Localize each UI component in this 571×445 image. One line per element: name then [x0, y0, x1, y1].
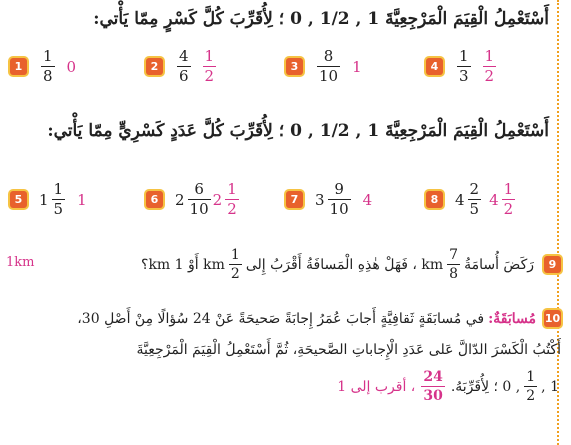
exercise-number-badge: 3: [286, 58, 303, 75]
exercise-4: [426, 49, 498, 84]
answer-fraction: $\frac{24}{30}$: [423, 369, 443, 404]
answer: 1: [77, 190, 87, 209]
exercise-7: 7 3 $\frac{9}{10}$ 4: [286, 182, 372, 217]
question-title: مُسابَقَةٌ:: [488, 310, 536, 327]
exercise-3: [286, 49, 362, 84]
fraction: $\frac{6}{10}$: [189, 180, 209, 218]
answer: ، أقرب إلى 1: [337, 378, 416, 395]
exercise-number-badge: 6: [146, 191, 163, 208]
question-9-answer: 1km: [6, 255, 35, 270]
exercise-number-badge: 1: [10, 58, 27, 75]
exercise-1: [10, 49, 76, 84]
exercise-6: 6 2 $\frac{6}{10}$ 2 $\frac{1}{2}$: [146, 182, 241, 217]
exercise-2: [146, 49, 218, 84]
answer: 0: [66, 57, 77, 76]
exercise-number-badge: 10: [544, 312, 561, 325]
question-9: 9 رَكَضَ أُسامَةُ $\frac{7}{8}$ km ، فَهَلْ هٰذِهِ الْمَسافَةُ أَقْرَبُ إِلى $\frac{1}{2}$ km أَوْ 1 km؟: [141, 248, 561, 281]
answer: $\frac{1}{2}$: [503, 180, 514, 218]
exercise-8: 8 4 $\frac{2}{5}$ 4 $\frac{1}{2}$: [426, 182, 517, 217]
answer: $\frac{1}{2}$: [204, 47, 215, 85]
fraction: $\frac{1}{2}$: [526, 369, 536, 404]
exercise-number-badge: 4: [426, 58, 443, 75]
exercise-number-badge: 7: [286, 191, 303, 208]
section2-instruction: أَسْتَعْمِلُ الْقِيَمَ الْمَرْجِعِيَّةَ 1 , 1/2 , 0 ؛ لِأُقَرِّبَ كُلَّ عَدَدٍ كَسْرِيٍّ مِمّا يَأْتي:: [47, 121, 549, 141]
exercise-number-badge: 2: [146, 58, 163, 75]
answer: 1: [352, 57, 362, 76]
fraction: $\frac{7}{8}$: [449, 247, 459, 282]
fraction: $\frac{1}{2}$: [230, 247, 240, 282]
exercise-number-badge: 9: [544, 256, 561, 273]
fraction: $\frac{1}{5}$: [53, 180, 64, 218]
fraction: $\frac{2}{5}$: [469, 180, 480, 218]
question-10-line1: 10 مُسابَقَةٌ: في مُسابَقَةٍ ثَقافِيَّةٍ أَجابَ عُمَرُ إِجابَةً صَحيحَةً عَنْ 24 سُؤالًا مِنْ أَصْلِ 30،: [77, 310, 561, 327]
question-10-line3: 1 , $\frac{1}{2}$ , 0 ؛ لِأُقَرِّبَهُ. $\frac{24}{30}$ ، أقرب إلى 1: [337, 369, 559, 404]
answer: $\frac{1}{2}$: [227, 180, 237, 218]
exercise-number-badge: 8: [426, 191, 443, 208]
section1-instruction: أَسْتَعْمِلُ الْقِيَمَ الْمَرْجِعِيَّةَ 1 , 1/2 , 0 ؛ لِأُقَرِّبَ كُلَّ كَسْرٍ مِمّا يَأْتي:: [93, 9, 549, 29]
fraction: $\frac{9}{10}$: [329, 180, 349, 218]
exercise-number-badge: 5: [10, 191, 27, 208]
answer: $\frac{1}{2}$: [484, 47, 495, 85]
exercise-5: 5 1 $\frac{1}{5}$ 1: [10, 182, 87, 217]
fraction: $\frac{1}{8}$: [43, 47, 53, 85]
question-10-line2: أَكْتُبُ الْكَسْرَ الدّالَّ عَلى عَدَدِ الْإِجاباتِ الصَّحيحَةِ، ثُمَّ أَسْتَعْمِلُ الْقِيَمَ الْمَرْجِعِيَّةَ: [136, 342, 561, 358]
fraction: $\frac{8}{10}$: [319, 47, 339, 85]
fraction: $\frac{4}{6}$: [179, 47, 189, 85]
fraction: $\frac{1}{3}$: [459, 47, 469, 85]
answer: 4: [362, 190, 373, 209]
